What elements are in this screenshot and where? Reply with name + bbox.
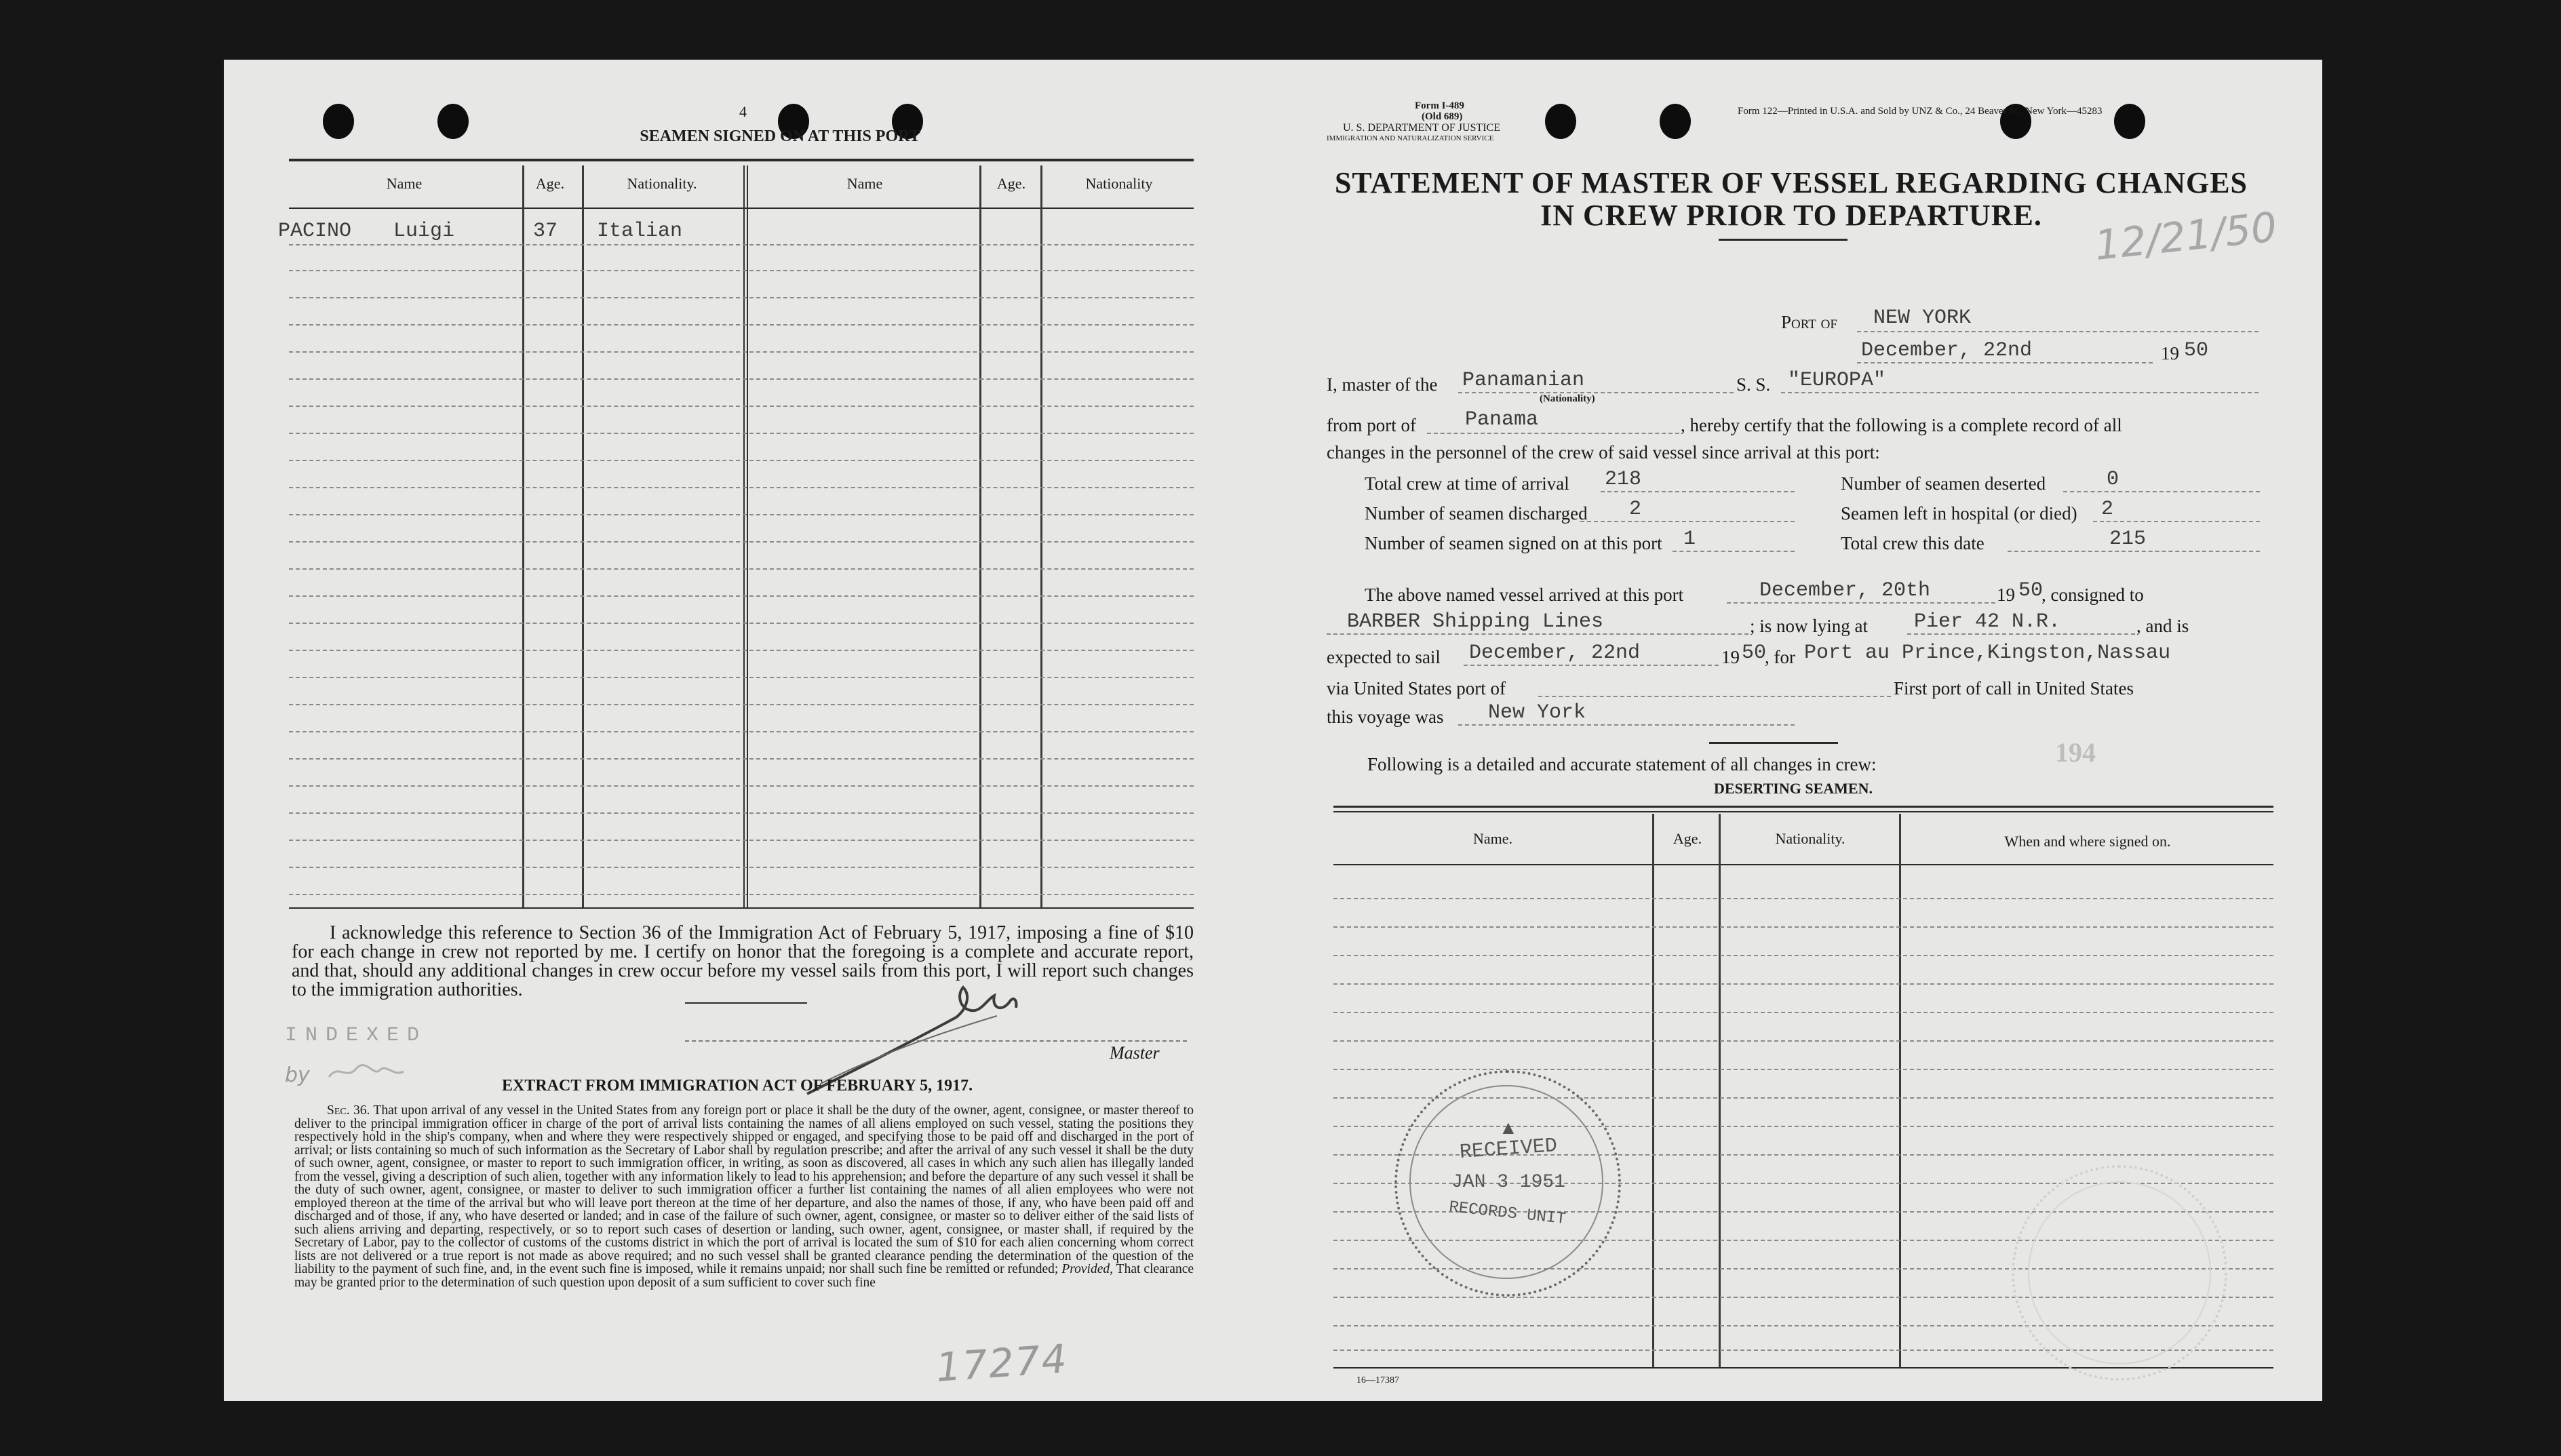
form-old-number: (Old 689) xyxy=(1422,111,1463,122)
section-proviso: Provided, xyxy=(1061,1262,1113,1276)
seaman-nationality: Italian xyxy=(597,220,683,243)
total-crew-arrival-label: Total crew at time of arrival xyxy=(1365,473,1569,494)
date-value: December, 22nd xyxy=(1861,339,2033,362)
master-of-label: I, master of the xyxy=(1327,374,1438,395)
faint-number: 194 xyxy=(2055,737,2096,768)
port-of-line xyxy=(1857,331,2259,332)
port-of-value: NEW YORK xyxy=(1873,307,1972,330)
changes-text: changes in the personnel of the crew of said vessel since arrival at this port: xyxy=(1327,442,1880,463)
vessel-name: "EUROPA" xyxy=(1788,369,1886,392)
ss-label: S. S. xyxy=(1736,374,1771,395)
seaman-age: 37 xyxy=(533,220,558,243)
column-divider xyxy=(1040,165,1042,907)
seaman-surname: PACINO xyxy=(278,220,352,243)
form-number: Form I-489 xyxy=(1415,100,1464,111)
page-number: 4 xyxy=(739,103,747,120)
indexed-by-label: by xyxy=(285,1063,310,1087)
signed-on-value: 1 xyxy=(1683,528,1696,551)
following-text: Following is a detailed and accurate statement of all changes in crew: xyxy=(1367,754,1877,774)
discharged-value: 2 xyxy=(1629,498,1642,521)
handwritten-date: 12/21/50 xyxy=(2092,203,2280,270)
for-label: , for xyxy=(1765,647,1795,667)
total-crew-date-label: Total crew this date xyxy=(1841,533,1985,553)
port-of-label: Port of xyxy=(1781,312,1837,332)
section-label: Sec. 36. xyxy=(327,1103,370,1118)
hospital-line xyxy=(2093,521,2260,522)
seamen-signed-title: SEAMEN SIGNED ON AT THIS PORT xyxy=(640,127,920,145)
arrived-date-line xyxy=(1727,602,1995,604)
first-call-label: First port of call in United States xyxy=(1894,678,2134,699)
title-underline xyxy=(1719,239,1848,241)
deserting-table-top-rule xyxy=(1333,806,2273,808)
nationality-value: Panamanian xyxy=(1462,369,1585,392)
from-port-line xyxy=(1427,433,1679,434)
total-crew-date-value: 215 xyxy=(2109,528,2147,551)
arrived-date: December, 20th xyxy=(1759,579,1931,602)
sail-year-prefix: 19 xyxy=(1721,647,1740,667)
hospital-value: 2 xyxy=(2101,498,2114,521)
deserting-table-top-rule-2 xyxy=(1333,811,2273,812)
sail-year: 50 xyxy=(1742,642,1767,665)
stamp-received-label: RECEIVED xyxy=(1458,1135,1559,1164)
table-bottom-rule xyxy=(289,907,1194,909)
certify-text: , hereby certify that the following is a complete record of all xyxy=(1681,415,2122,435)
from-port-value: Panama xyxy=(1465,408,1539,431)
expected-label: expected to sail xyxy=(1327,647,1441,667)
sail-date-line xyxy=(1464,665,1719,666)
pier-value: Pier 42 N.R. xyxy=(1914,610,2061,633)
arrived-label: The above named vessel arrived at this port xyxy=(1365,585,1684,605)
statement-title-line-2: IN CREW PRIOR TO DEPARTURE. xyxy=(1540,199,2042,232)
date-line xyxy=(1857,362,2153,363)
deserting-column-age: Age. xyxy=(1673,830,1702,847)
voyage-value: New York xyxy=(1488,701,1586,724)
master-label: Master xyxy=(1110,1043,1160,1063)
department-name: U. S. DEPARTMENT OF JUSTICE xyxy=(1343,122,1500,134)
hospital-label: Seamen left in hospital (or died) xyxy=(1841,503,2077,524)
deserting-title: DESERTING SEAMEN. xyxy=(1714,780,1873,797)
signed-on-line xyxy=(1673,551,1795,552)
consignee-value: BARBER Shipping Lines xyxy=(1347,610,1604,633)
deserting-column-divider xyxy=(1719,814,1721,1367)
printer-line: Form 122—Printed in U.S.A. and Sold by UNZ & Co., 24 Beaver St., New York—45283 xyxy=(1738,106,2103,117)
column-header-nationality: Nationality. xyxy=(627,175,697,192)
total-crew-date-line xyxy=(2008,551,2260,552)
punch-hole xyxy=(437,104,469,139)
deserting-table-header-rule xyxy=(1333,864,2273,865)
punch-hole xyxy=(323,104,354,139)
deserting-column-nationality: Nationality. xyxy=(1775,830,1845,847)
stamp-arrow-icon: ▲ xyxy=(1499,1118,1518,1139)
deserted-value: 0 xyxy=(2107,468,2119,491)
column-divider xyxy=(979,165,981,907)
consignee-line xyxy=(1327,633,1748,635)
from-port-label: from port of xyxy=(1327,415,1416,435)
discharged-label: Number of seamen discharged xyxy=(1365,503,1588,524)
column-header-age: Age. xyxy=(535,175,565,192)
arrived-year-prefix: 19 xyxy=(1997,585,2015,605)
signed-on-label: Number of seamen signed on at this port xyxy=(1365,533,1662,553)
service-name: IMMIGRATION AND NATURALIZATION SERVICE xyxy=(1327,134,1494,142)
handwritten-file-number: 17274 xyxy=(934,1335,1070,1391)
via-label: via United States port of xyxy=(1327,678,1506,699)
nationality-caption: (Nationality) xyxy=(1540,393,1595,404)
deserted-line xyxy=(2063,491,2260,492)
voyage-line xyxy=(1458,724,1795,726)
indexed-stamp: INDEXED xyxy=(285,1024,428,1047)
lying-label: ; is now lying at xyxy=(1750,616,1868,636)
section-body: That upon arrival of any vessel in the United States from any foreign port or place it shall be the duty of the owner, agent, consignee, or master thereof to deliver to the principal immigration officer in charge of the port of arrival lists containing the names of all aliens employed on such vessel, stating the positions they respectively hold in the ship's company, when and where they were respectively shipped or engaged, and specifying those to be paid off and discharged in the port of arrival; or lists containing so much of such information as the Secretary of Labor shall by regulation prescribe; and after the arrival of any such vessel it shall be the duty of such owner, agent, consignee, or master to report to such immigration officer, in writing, as soon as discovered, all cases in which any such alien has illegally landed from the vessel, giving a description of such alien, together with any information likely to lead to his apprehension; and before the departure of any such vessel it shall be the duty of such owner, agent, consignee, or master to deliver to such immigration officer a further list containing the names of all alien employees who were not employed thereon at the time of the arrival but who will leave port thereon at the time of her departure, and also the names of those, if any, who have been paid off and discharged and of those, if any, who have deserted or landed; and in case of the failure of such owner, agent, consignee, or master so to deliver either of the said lists of such aliens arriving and departing, respectively, or so to report such cases of desertion or landing, such owner, agent, consignee, or master shall, if required by the Secretary of Labor, pay to the collector of customs of the customs district in which the port of arrival is located the sum of $10 for each alien concerning whom correct lists are not delivered or a true report is not made as above required; and no such vessel shall be granted clearance pending the determination of the question of the liability to the payment of such fine, and, in the event such fine is imposed, while it remains unpaid; nor shall such fine be remitted or refunded; xyxy=(294,1103,1194,1276)
pier-line xyxy=(1907,633,2135,635)
column-header-name-2: Name xyxy=(846,175,883,192)
total-crew-arrival-value: 218 xyxy=(1605,468,1642,491)
total-crew-arrival-line xyxy=(1601,491,1795,492)
punch-hole xyxy=(2114,104,2145,139)
faint-received-stamp xyxy=(2012,1165,2227,1381)
center-double-divider xyxy=(743,165,748,907)
form-footer-code: 16—17387 xyxy=(1356,1375,1399,1385)
voyage-label: this voyage was xyxy=(1327,707,1444,727)
deserting-column-signed-on: When and where signed on. xyxy=(2004,833,2171,850)
seaman-given-name: Luigi xyxy=(393,220,455,243)
destination-value: Port au Prince,Kingston,Nassau xyxy=(1804,642,2171,665)
arrived-year: 50 xyxy=(2018,579,2044,602)
stamp-records-unit: RECORDS UNIT xyxy=(1448,1198,1567,1229)
deserted-label: Number of seamen deserted xyxy=(1841,473,2046,494)
vessel-name-line xyxy=(1781,392,2259,393)
deserting-column-divider xyxy=(1652,814,1654,1367)
document-page xyxy=(224,60,2322,1401)
column-header-name: Name xyxy=(386,175,423,192)
year-value: 50 xyxy=(2184,339,2209,362)
column-header-nationality-2: Nationality xyxy=(1085,175,1153,192)
acknowledgment-paragraph: I acknowledge this reference to Section 36 of the Immigration Act of February 5, 1917, imposing a fine of $10 for each change in crew not reported by me. I certify on honor that the foregoing is a complete and accurate report, and that, should any additional changes in crew occur before my vessel sails from this port, I will report such changes to the immigration authorities. xyxy=(292,922,1194,1000)
sail-date: December, 22nd xyxy=(1469,642,1641,665)
discharged-line xyxy=(1580,521,1795,522)
table-top-rule xyxy=(289,159,1194,161)
via-line xyxy=(1538,696,1891,697)
and-is-label: , and is xyxy=(2136,616,2189,636)
year-prefix: 19 xyxy=(2161,343,2179,363)
statement-title-line-1: STATEMENT OF MASTER OF VESSEL REGARDING CHANGES xyxy=(1334,166,2248,199)
deserting-column-name: Name. xyxy=(1472,830,1513,847)
section-36-text xyxy=(294,1104,1194,1289)
extract-rule xyxy=(685,1002,807,1004)
deserting-column-divider xyxy=(1899,814,1901,1367)
table-header-rule xyxy=(289,208,1194,209)
stamp-date: JAN 3 1951 xyxy=(1451,1172,1566,1193)
punch-hole xyxy=(1545,104,1576,139)
received-stamp xyxy=(1394,1070,1621,1297)
nationality-line xyxy=(1458,392,1734,393)
section-end: That clearance may be granted prior to the determination of such question upon deposit of a sum sufficient to cover such fine xyxy=(294,1262,1194,1290)
column-header-age-2: Age. xyxy=(996,175,1026,192)
punch-hole xyxy=(1660,104,1691,139)
section-divider xyxy=(1709,742,1838,744)
column-divider xyxy=(582,165,584,907)
column-divider xyxy=(522,165,524,907)
extract-title: EXTRACT FROM IMMIGRATION ACT OF FEBRUARY 5, 1917. xyxy=(502,1077,973,1095)
consigned-label: , consigned to xyxy=(2041,585,2144,605)
indexed-initials-scribble xyxy=(326,1057,407,1084)
